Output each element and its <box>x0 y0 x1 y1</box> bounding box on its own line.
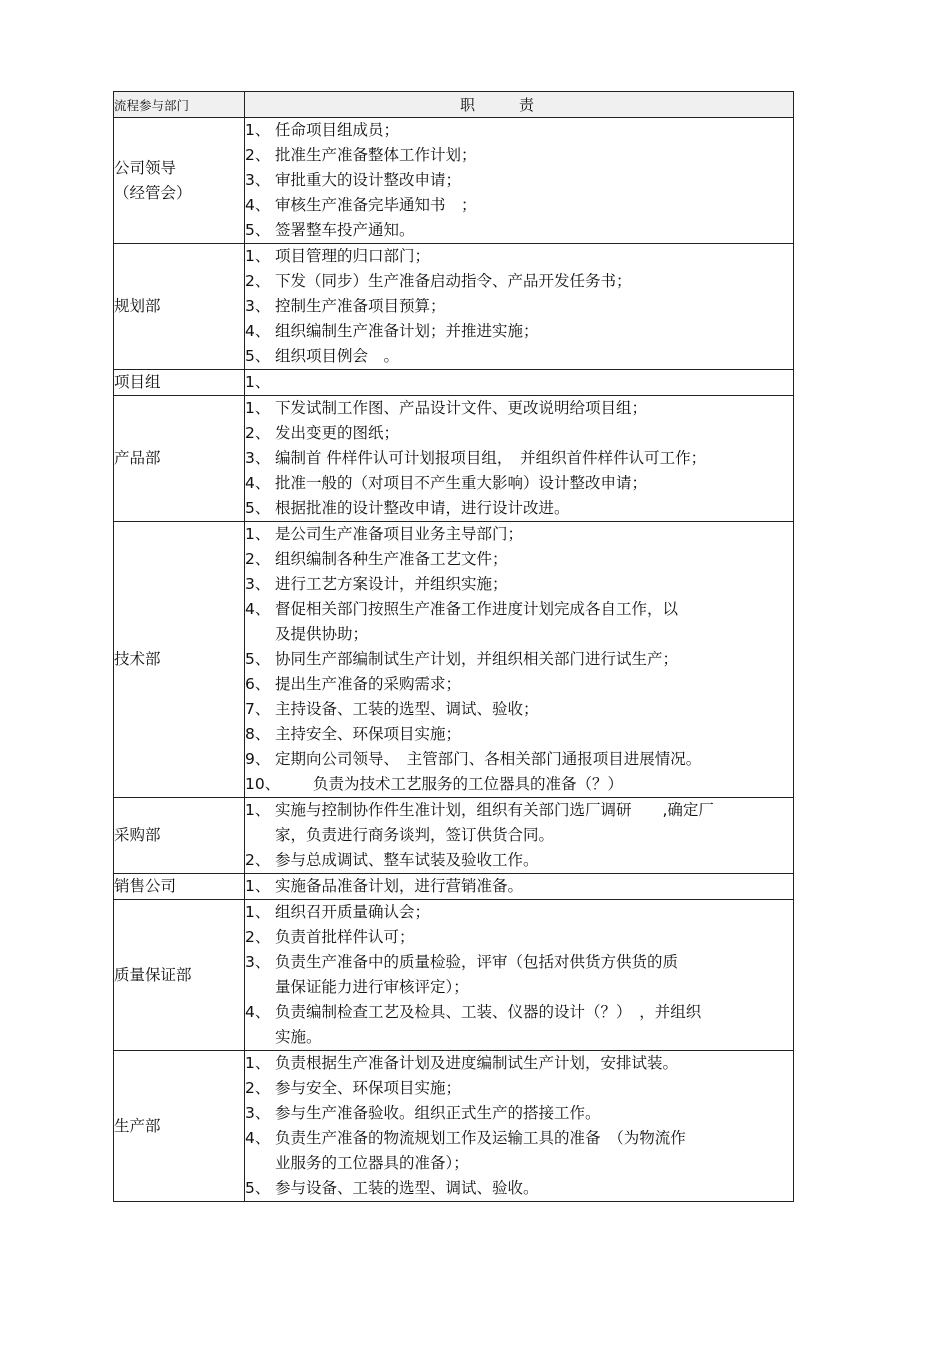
duty-item <box>245 1076 793 1101</box>
duty-item <box>245 446 793 471</box>
duty-text: 负责首批样件认可； <box>275 928 415 946</box>
duties-cell <box>245 874 794 900</box>
duty-text: 组织项目例会 。 <box>275 347 400 365</box>
duty-text: 参与生产准备验收。组织正式生产的搭接工作。 <box>275 1104 601 1122</box>
duty-item <box>245 396 793 421</box>
duty-item <box>245 118 793 143</box>
duties-cell <box>245 396 794 522</box>
department-cell: 质量保证部 <box>114 900 245 1051</box>
duty-text: 协同生产部编制试生产计划，并组织相关部门进行试生产； <box>275 650 679 668</box>
duty-item <box>245 900 793 925</box>
table-row <box>114 900 794 1051</box>
duty-number: 4、 <box>245 1129 271 1147</box>
table-body <box>114 118 794 1202</box>
duty-text: 负责为技术工艺服务的工位器具的准备（？） <box>313 775 624 793</box>
duty-number: 5、 <box>245 1179 271 1197</box>
duty-text: 下发试制工作图、产品设计文件、更改说明给项目组； <box>275 399 648 417</box>
duty-text: 参与总成调试、整车试装及验收工作。 <box>275 851 539 869</box>
department-cell: 产品部 <box>114 396 245 522</box>
department-cell: 生产部 <box>114 1051 245 1202</box>
duty-text: 参与安全、环保项目实施； <box>275 1079 462 1097</box>
duty-number: 1、 <box>245 247 271 265</box>
duty-number: 2、 <box>245 928 271 946</box>
duty-number: 3、 <box>245 953 271 971</box>
department-cell: 公司领导 （经管会） <box>114 118 245 244</box>
duty-text: 控制生产准备项目预算； <box>275 297 446 315</box>
table-row <box>114 244 794 370</box>
duty-item <box>245 925 793 950</box>
duty-item <box>245 547 793 572</box>
duty-text: 实施与控制协作件生准计划，组织有关部门选厂调研 ,确定厂 家，负责进行商务谈判，签订供货合同。 <box>275 801 714 844</box>
duty-text: 实施备品准备计划，进行营销准备。 <box>275 877 524 895</box>
duty-item <box>245 496 793 521</box>
duty-text: 定期向公司领导、 主管部门、各相关部门通报项目进展情况。 <box>275 750 702 768</box>
duty-item <box>245 1051 793 1076</box>
department-cell: 销售公司 <box>114 874 245 900</box>
duty-item <box>245 772 793 797</box>
duties-cell <box>245 798 794 874</box>
department-cell: 技术部 <box>114 522 245 798</box>
duty-number: 1、 <box>245 877 271 895</box>
duty-text: 审核生产准备完毕通知书 ； <box>275 196 477 214</box>
duty-text: 下发（同步）生产准备启动指令、产品开发任务书； <box>275 272 632 290</box>
duty-number: 5、 <box>245 650 271 668</box>
duty-text: 编制首 件样件认可计划报项目组， 并组织首件样件认可工作； <box>275 449 707 467</box>
department-cell: 规划部 <box>114 244 245 370</box>
duty-text: 是公司生产准备项目业务主导部门； <box>275 525 524 543</box>
duty-text: 主持安全、环保项目实施； <box>275 725 462 743</box>
table-row <box>114 1051 794 1202</box>
duty-number: 3、 <box>245 297 271 315</box>
duty-item <box>245 522 793 547</box>
duty-number: 3、 <box>245 1104 271 1122</box>
duty-number: 3、 <box>245 575 271 593</box>
table-row <box>114 396 794 522</box>
duty-text: 参与设备、工装的选型、调试、验收。 <box>275 1179 539 1197</box>
table-row <box>114 370 794 396</box>
duties-cell <box>245 118 794 244</box>
duty-number: 1、 <box>245 1054 271 1072</box>
duty-text: 进行工艺方案设计，并组织实施； <box>275 575 508 593</box>
duty-number: 9、 <box>245 750 271 768</box>
duty-number: 1、 <box>245 903 271 921</box>
duty-text: 任命项目组成员； <box>275 121 400 139</box>
duty-number: 6、 <box>245 675 271 693</box>
table-row <box>114 522 794 798</box>
duty-text: 主持设备、工装的选型、调试、验收； <box>275 700 539 718</box>
duty-number: 2、 <box>245 424 271 442</box>
duty-number: 2、 <box>245 272 271 290</box>
duty-item <box>245 244 793 269</box>
duty-item <box>245 647 793 672</box>
duty-number: 5、 <box>245 347 271 365</box>
duty-text: 项目管理的归口部门； <box>275 247 431 265</box>
duty-number: 1、 <box>245 399 271 417</box>
table-row <box>114 118 794 244</box>
duty-text: 负责编制检查工艺及检具、工装、仪器的设计（？） ，并组织 实施。 <box>275 1003 702 1046</box>
duty-item <box>245 168 793 193</box>
duties-cell <box>245 370 794 396</box>
duty-item <box>245 597 793 647</box>
duty-item <box>245 471 793 496</box>
duty-text: 批准一般的（对项目不产生重大影响）设计整改申请； <box>275 474 648 492</box>
duty-item <box>245 1126 793 1176</box>
duty-text: 负责根据生产准备计划及进度编制试生产计划，安排试装。 <box>275 1054 679 1072</box>
duty-number: 4、 <box>245 322 271 340</box>
duty-text: 审批重大的设计整改申请； <box>275 171 462 189</box>
department-cell: 项目组 <box>114 370 245 396</box>
duty-number: 2、 <box>245 851 271 869</box>
table-row <box>114 798 794 874</box>
duties-cell <box>245 900 794 1051</box>
duty-number: 2、 <box>245 146 271 164</box>
duty-number: 1、 <box>245 801 271 819</box>
duty-text: 组织编制各种生产准备工艺文件； <box>275 550 508 568</box>
duty-item <box>245 421 793 446</box>
duty-item <box>245 697 793 722</box>
table-row <box>114 874 794 900</box>
header-row <box>114 92 794 118</box>
duty-item <box>245 218 793 243</box>
duty-item <box>245 143 793 168</box>
duty-text: 提出生产准备的采购需求； <box>275 675 462 693</box>
duty-item <box>245 722 793 747</box>
duty-item <box>245 269 793 294</box>
department-cell: 采购部 <box>114 798 245 874</box>
duty-item <box>245 1176 793 1201</box>
duty-item <box>245 370 793 395</box>
duty-number: 7、 <box>245 700 271 718</box>
duty-item <box>245 294 793 319</box>
duty-number: 4、 <box>245 196 271 214</box>
duty-item <box>245 874 793 899</box>
duty-text: 签署整车投产通知。 <box>275 221 415 239</box>
duty-item <box>245 950 793 1000</box>
duty-item <box>245 848 793 873</box>
duties-cell <box>245 244 794 370</box>
duty-item <box>245 747 793 772</box>
duty-number: 3、 <box>245 449 271 467</box>
duty-number: 2、 <box>245 1079 271 1097</box>
duty-text: 批准生产准备整体工作计划； <box>275 146 477 164</box>
duty-number: 2、 <box>245 550 271 568</box>
duty-text <box>275 370 793 395</box>
duty-number: 4、 <box>245 1003 271 1021</box>
duty-number: 1、 <box>245 373 271 391</box>
duty-item <box>245 1000 793 1050</box>
duty-item <box>245 798 793 848</box>
duty-item <box>245 344 793 369</box>
header-dept: 流程参与部门 <box>114 92 245 118</box>
duty-text: 督促相关部门按照生产准备工作进度计划完成各自工作，以 及提供协助； <box>275 600 679 643</box>
duty-text: 组织召开质量确认会； <box>275 903 431 921</box>
duties-cell <box>245 1051 794 1202</box>
duty-number: 5、 <box>245 221 271 239</box>
duties-cell <box>245 522 794 798</box>
duty-item <box>245 1101 793 1126</box>
duty-text: 负责生产准备中的质量检验，评审（包括对供货方供货的质 量保证能力进行审核评定）； <box>275 953 679 996</box>
duty-number: 4、 <box>245 600 271 618</box>
duty-number: 5、 <box>245 499 271 517</box>
duty-item <box>245 319 793 344</box>
responsibility-table <box>113 91 794 1202</box>
duty-item <box>245 672 793 697</box>
duty-text: 根据批准的设计整改申请，进行设计改进。 <box>275 499 570 517</box>
duty-number: 1、 <box>245 121 271 139</box>
duty-text: 组织编制生产准备计划；并推进实施； <box>275 322 539 340</box>
duty-number: 4、 <box>245 474 271 492</box>
header-duty: 职责 <box>245 92 794 118</box>
duty-item <box>245 193 793 218</box>
duty-item <box>245 572 793 597</box>
duty-text: 负责生产准备的物流规划工作及运输工具的准备 （为物流作 业服务的工位器具的准备）； <box>275 1129 686 1172</box>
duty-number: 1、 <box>245 525 271 543</box>
duty-number: 3、 <box>245 171 271 189</box>
duty-number: 8、 <box>245 725 271 743</box>
duty-number: 10、 <box>245 775 281 793</box>
duty-text: 发出变更的图纸； <box>275 424 400 442</box>
